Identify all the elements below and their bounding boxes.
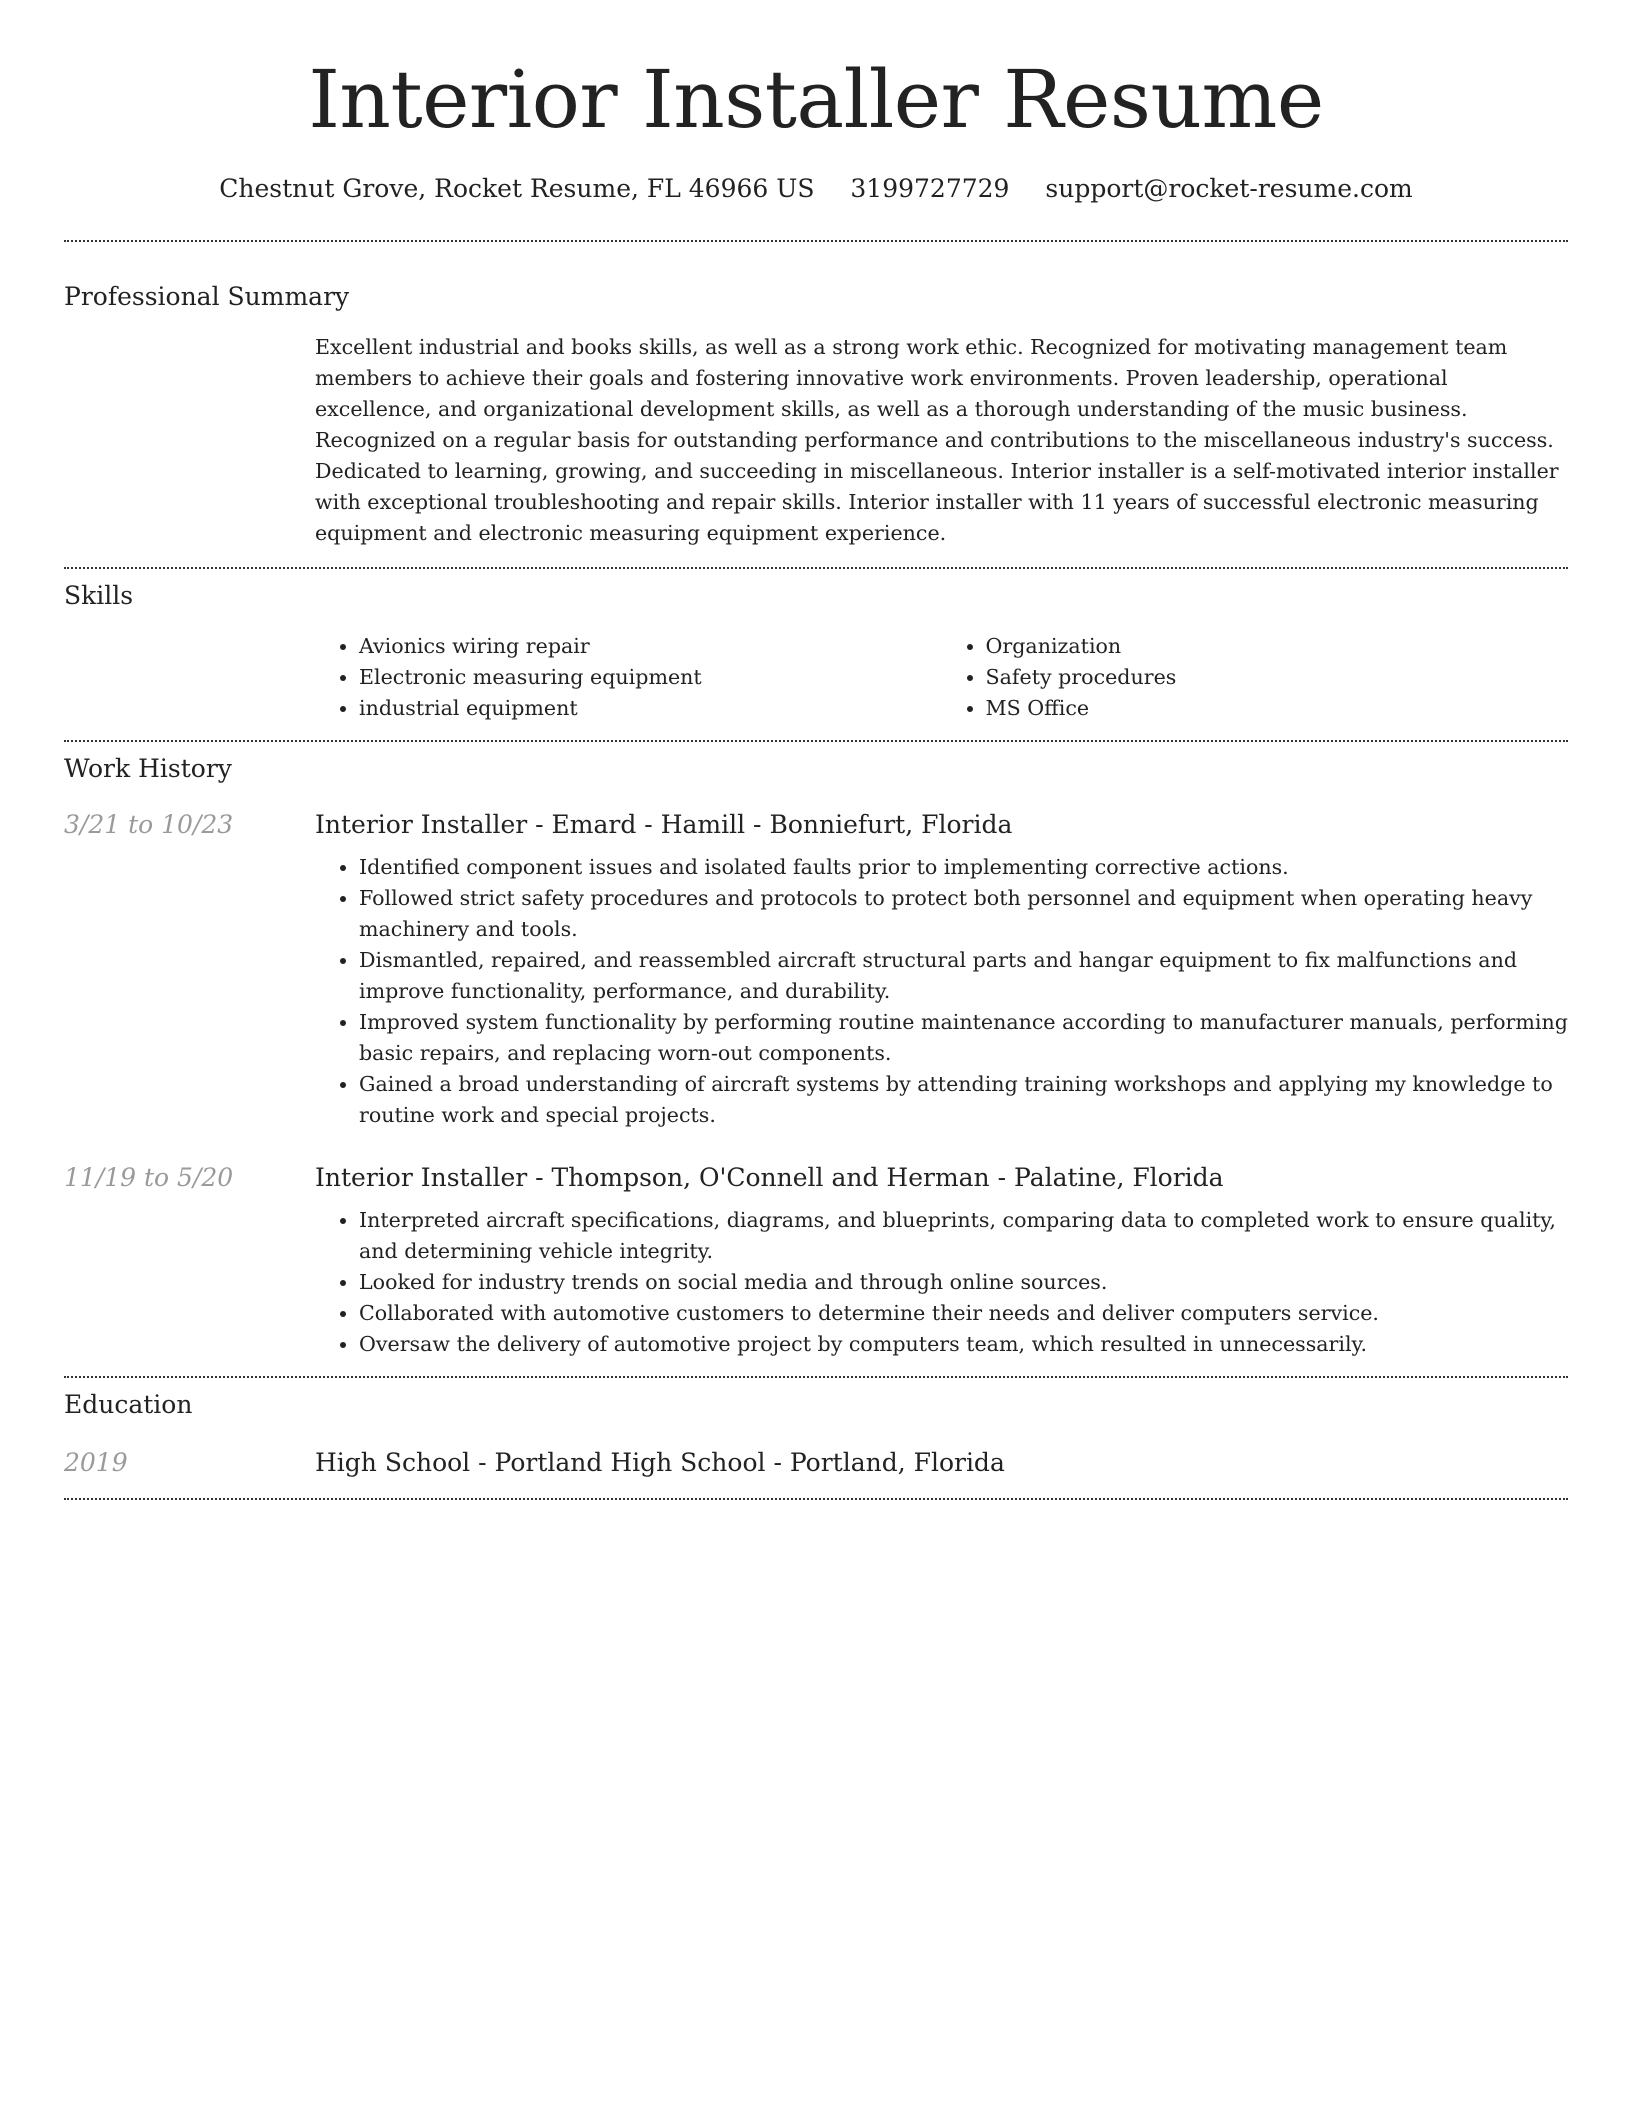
job-title: Interior Installer - Thompson, O'Connell and Herman - Palatine, Florida bbox=[315, 1163, 1224, 1192]
job-bullets bbox=[315, 1205, 1568, 1360]
skill-item: • MS Office bbox=[986, 693, 1569, 724]
summary-text: Excellent industrial and books skills, as well as a strong work ethic. Recognized for motivating management team members to achieve their goals and fostering innovative work environments. Proven leadership, operational excellence, and organizational development skills, as well as a thorough understanding of the music business. Recognized on a regular basis for outstanding performance and contributions to the miscellaneous industry's success. Dedicated to learning, growing, and succeeding in miscellaneous. Interior installer is a self-motivated interior installer with exceptional troubleshooting and repair skills. Interior installer with 11 years of successful electronic measuring equipment and electronic measuring equipment experience. bbox=[315, 335, 1559, 545]
education-section bbox=[64, 1388, 1568, 1480]
section-title-work: Work History bbox=[64, 754, 232, 783]
resume-title: Interior Installer Resume bbox=[308, 53, 1324, 146]
skill-item: • Electronic measuring equipment bbox=[359, 662, 942, 693]
job-bullet: • Improved system functionality by performing routine maintenance according to manufacturer manuals, performing basic repairs, and replacing worn-out components. bbox=[359, 1007, 1568, 1069]
skill-item: • Safety procedures bbox=[986, 662, 1569, 693]
job-bullet: • Dismantled, repaired, and reassembled aircraft structural parts and hangar equipment to fix malfunctions and improve functionality, performance, and durability. bbox=[359, 945, 1568, 1007]
section-title-skills: Skills bbox=[64, 581, 134, 610]
skills-list-left bbox=[315, 631, 942, 724]
skill-item: • industrial equipment bbox=[359, 693, 942, 724]
section-title-education: Education bbox=[64, 1390, 193, 1419]
job-bullet: • Oversaw the delivery of automotive project by computers team, which resulted in unnecessarily. bbox=[359, 1329, 1568, 1360]
job-bullet: • Followed strict safety procedures and protocols to protect both personnel and equipment when operating heavy machinery and tools. bbox=[359, 883, 1568, 945]
job-bullet: • Gained a broad understanding of aircraft systems by attending training workshops and applying my knowledge to routine work and special projects. bbox=[359, 1069, 1568, 1131]
job-bullet: • Identified component issues and isolated faults prior to implementing corrective actions. bbox=[359, 852, 1568, 883]
work-section bbox=[64, 752, 1568, 1360]
job-title: Interior Installer - Emard - Hamill - Bonniefurt, Florida bbox=[315, 810, 1013, 839]
skill-item: • Avionics wiring repair bbox=[359, 631, 942, 662]
education-entry bbox=[64, 1446, 1568, 1480]
divider bbox=[64, 240, 1568, 242]
job-date: 11/19 to 5/20 bbox=[64, 1163, 234, 1192]
contact-phone: 3199727729 bbox=[850, 174, 1010, 203]
summary-section bbox=[64, 280, 1568, 549]
job-date: 3/21 to 10/23 bbox=[64, 810, 234, 839]
divider bbox=[64, 567, 1568, 569]
divider bbox=[64, 1376, 1568, 1378]
skills-list-right bbox=[942, 631, 1569, 724]
contact-line bbox=[64, 172, 1568, 206]
education-title: High School - Portland High School - Portland, Florida bbox=[315, 1448, 1005, 1477]
job-entry bbox=[64, 1161, 1568, 1360]
section-title-summary: Professional Summary bbox=[64, 282, 350, 311]
skills-section bbox=[64, 579, 1568, 724]
job-entry bbox=[64, 808, 1568, 1131]
job-bullet: • Interpreted aircraft specifications, diagrams, and blueprints, comparing data to completed work to ensure quality, and determining vehicle integrity. bbox=[359, 1205, 1568, 1267]
contact-email: support@rocket-resume.com bbox=[1045, 174, 1413, 203]
job-bullet: • Collaborated with automotive customers to determine their needs and deliver computers service. bbox=[359, 1298, 1568, 1329]
skill-item: • Organization bbox=[986, 631, 1569, 662]
job-bullet: • Looked for industry trends on social media and through online sources. bbox=[359, 1267, 1568, 1298]
job-bullets bbox=[315, 852, 1568, 1131]
divider bbox=[64, 1498, 1568, 1500]
divider bbox=[64, 740, 1568, 742]
contact-address: Chestnut Grove, Rocket Resume, FL 46966 US bbox=[219, 174, 815, 203]
education-date: 2019 bbox=[64, 1448, 128, 1477]
